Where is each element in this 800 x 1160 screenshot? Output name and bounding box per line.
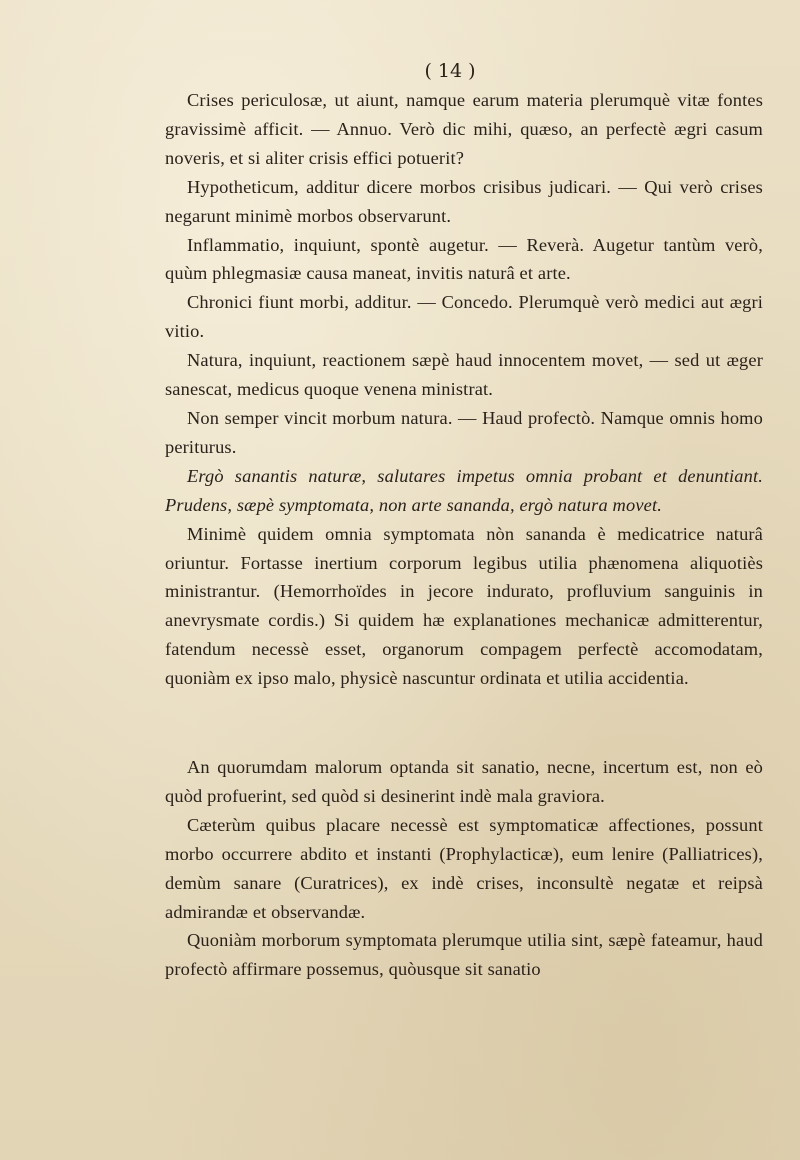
text-block-second <box>165 753 763 984</box>
paragraph: Hypotheticum, additur dicere morbos crisibus judicari. — Qui verò crises negarunt minimè morbos observarunt. <box>165 176 763 226</box>
paragraph: Crises periculosæ, ut aiunt, namque earum materia plerumquè vitæ fontes gravissimè afficit. — Annuo. Verò dic mihi, quæso, an perfectè ægri casum noveris, et si aliter crisis effici potuerit? <box>165 90 763 168</box>
paragraph: Natura, inquiunt, reactionem sæpè haud innocentem movet, — sed ut æger sanescat, medicus quoque venena ministrat. <box>165 350 763 400</box>
page-number: ( 14 ) <box>424 60 476 82</box>
paragraph: An quorumdam malorum optanda sit sanatio, necne, incertum est, non eò quòd profuerint, sed quòd si desinerint indè mala graviora. <box>165 757 763 806</box>
paragraph: Minimè quidem omnia symptomata nòn sananda è medicatrice naturâ oriuntur. Fortasse inertium corporum legibus utilia phænomena aliquotiès ministrantur. (Hemorrhoïdes in jecore indurato, profluvium sanguinis in anevrysmate cordis.) Si quidem hæ explanationes mechanicæ admitterentur, fatendum necessè esset, organorum compagem perfectè accomodatam, quoniàm ex ipso malo, physicè nascuntur ordinata et utilia accidentia. <box>165 523 763 689</box>
paragraph: Quoniàm morborum symptomata plerumque utilia sint, sæpè fateamur, haud profectò affirmare possemus, quòusque sit sanatio <box>165 930 763 980</box>
paragraph: Cæterùm quibus placare necessè est symptomaticæ affectiones, possunt morbo occurrere abdito et instanti (Prophylacticæ), eum lenire (Palliatrices), demùm sanare (Curatrices), ex indè crises, inconsultè negatæ et reipsà admirandæ et observandæ. <box>165 814 763 922</box>
paragraph-italic: Ergò sanantis naturæ, salutares impetus omnia probant et denuntiant. Prudens, sæpè symptomata, non arte sananda, ergò natura movet. <box>165 465 763 515</box>
text-block-main <box>165 86 763 693</box>
paragraph: Inflammatio, inquiunt, spontè augetur. — Reverà. Augetur tantùm verò, quùm phlegmasiæ causa maneat, invitis naturâ et arte. <box>165 234 763 284</box>
paragraph: Non semper vincit morbum natura. — Haud profectò. Namque omnis homo periturus. <box>165 407 763 457</box>
paragraph: Chronici fiunt morbi, additur. — Concedo. Plerumquè verò medici aut ægri vitio. <box>165 292 763 342</box>
